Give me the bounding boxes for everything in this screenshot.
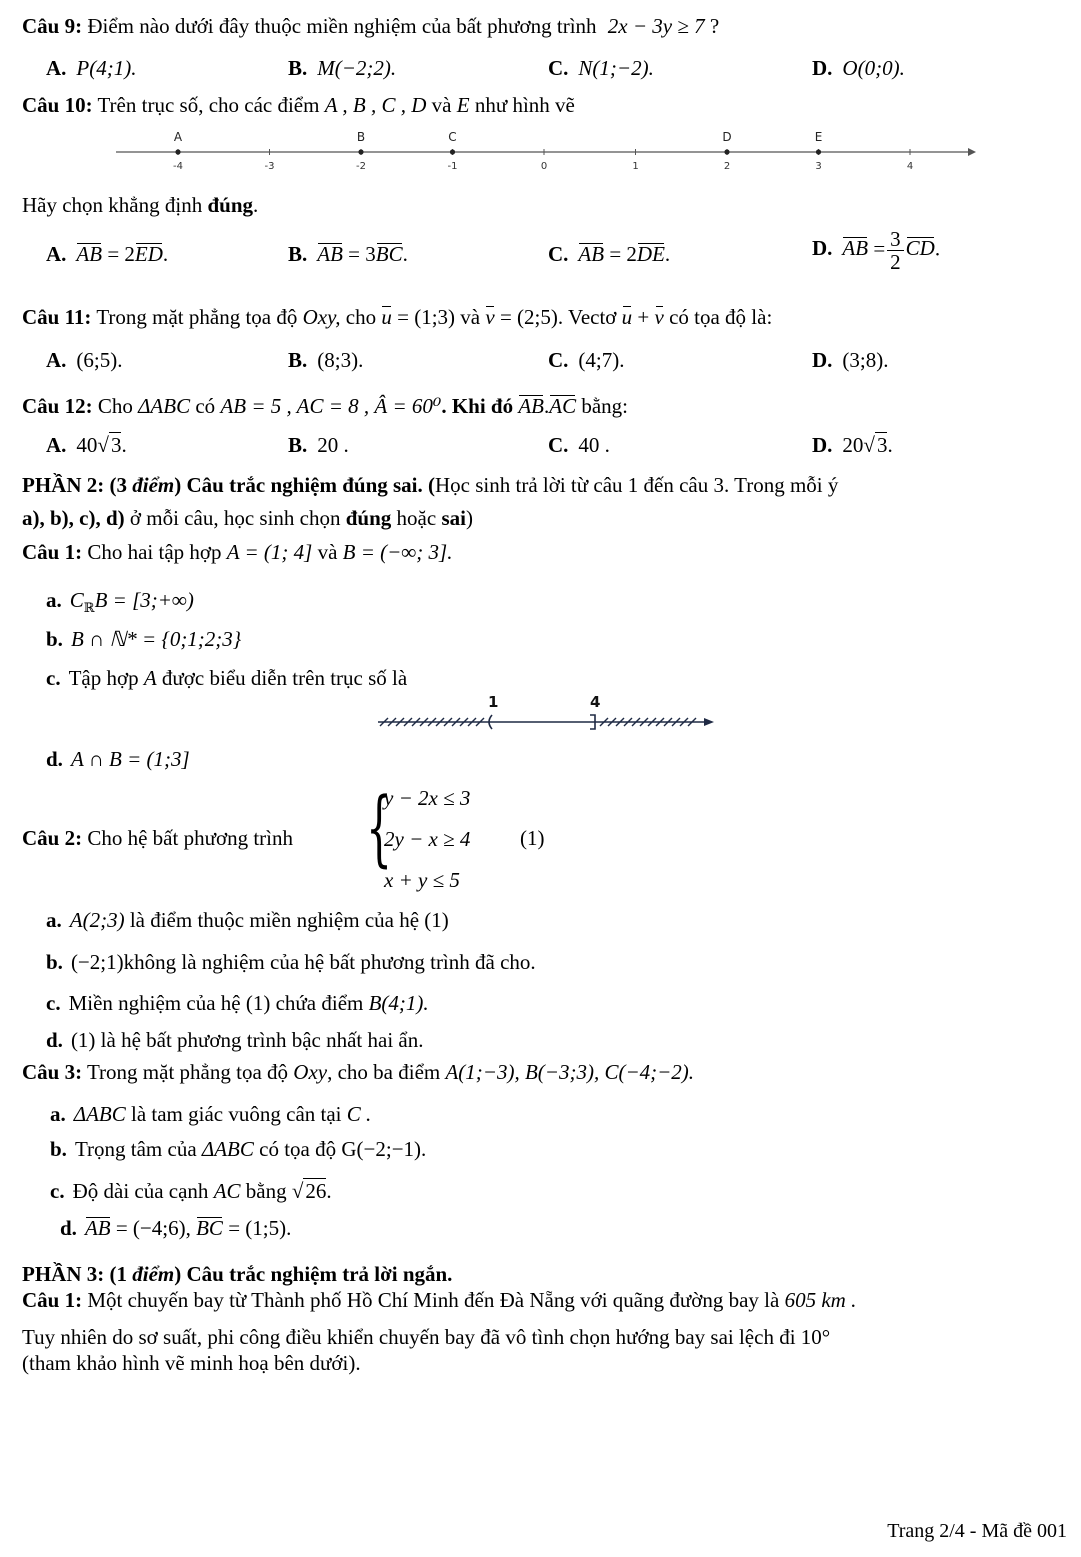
system-row: x + y ≤ 5 bbox=[384, 868, 460, 892]
vector-v: v bbox=[654, 305, 664, 329]
q12-triangle: ΔABC bbox=[138, 394, 191, 418]
p3q1-angle: 10° bbox=[800, 1325, 831, 1349]
item-math: AC bbox=[213, 1179, 241, 1203]
vector: BC bbox=[375, 242, 403, 266]
q10-stem bbox=[22, 93, 575, 118]
q11-plus: + bbox=[637, 305, 650, 329]
sqrt-radicand: 26 bbox=[305, 1179, 327, 1203]
p3q1-line2 bbox=[22, 1325, 830, 1350]
sqrt-radicand: 3 bbox=[110, 433, 122, 457]
point-c-label: C bbox=[448, 130, 457, 144]
option-end: . bbox=[664, 242, 671, 266]
q10-option-c bbox=[548, 242, 670, 267]
q9-qmark: ? bbox=[709, 14, 720, 38]
tick-label: 1 bbox=[632, 161, 639, 172]
point-c-marker bbox=[450, 149, 455, 154]
q9-stem bbox=[22, 14, 719, 39]
q10-text: Trên trục số, cho các điểm bbox=[97, 93, 320, 117]
p2q2-item-a bbox=[46, 908, 449, 933]
item-text: là điểm thuộc miền nghiệm của hệ (1) bbox=[129, 908, 449, 932]
q10-prompt-bold: đúng bbox=[207, 193, 254, 217]
p2q3-item-a bbox=[50, 1102, 371, 1127]
p2q1-stem bbox=[22, 540, 452, 565]
tick-label: -4 bbox=[173, 161, 183, 172]
point-b-label: B bbox=[356, 130, 366, 144]
option-end: . bbox=[402, 242, 408, 266]
p2q3-item-b bbox=[50, 1137, 426, 1162]
vector: ED bbox=[134, 242, 163, 266]
option-end: . bbox=[121, 433, 127, 457]
fraction-denominator: 2 bbox=[890, 250, 901, 275]
p2q3-text: Trong mặt phẳng tọa độ bbox=[86, 1060, 289, 1084]
point-a-label: A bbox=[173, 130, 183, 144]
q11-stem bbox=[22, 305, 772, 330]
vector-v: v bbox=[485, 305, 495, 329]
p2q3-text-b: , cho ba điểm bbox=[327, 1060, 441, 1084]
q9-option-c bbox=[548, 56, 654, 81]
tick-label: 0 bbox=[540, 161, 548, 172]
vector-bc: BC bbox=[196, 1216, 223, 1240]
p3q1-line1 bbox=[22, 1288, 856, 1313]
item-math-c: C . bbox=[346, 1102, 372, 1126]
option-label: B. bbox=[288, 348, 308, 372]
p2q3-label: Câu 3: bbox=[22, 1060, 83, 1084]
q11-text-b: cho bbox=[345, 305, 377, 329]
q12-option-d: D. 20√3. bbox=[812, 433, 893, 457]
part2-true: đúng bbox=[345, 506, 392, 530]
q12-option-c bbox=[548, 433, 610, 458]
vector-ab: AB bbox=[84, 1216, 111, 1240]
q12-text-c: . Khi đó bbox=[441, 394, 514, 418]
tick-label: 4 bbox=[906, 161, 914, 172]
part2-title-b: ) Câu trắc nghiệm đúng sai. ( bbox=[174, 473, 436, 497]
item-label: d. bbox=[46, 1028, 63, 1052]
vector: AB bbox=[76, 242, 103, 266]
set-a-number-line bbox=[378, 690, 718, 738]
q9-option-b bbox=[288, 56, 396, 81]
point-a-marker bbox=[175, 149, 180, 154]
q9-expr: 2x − 3y ≥ 7 bbox=[607, 14, 705, 38]
item-label: d. bbox=[60, 1216, 77, 1240]
q10-label: Câu 10: bbox=[22, 93, 93, 117]
item-text: B ∩ ℕ* = {0;1;2;3} bbox=[70, 627, 242, 651]
option-label: D. bbox=[812, 56, 833, 80]
item-text: Tập hợp bbox=[68, 666, 139, 690]
p2q1-and: và bbox=[317, 540, 338, 564]
item-text-c: có tọa độ G(−2;−1). bbox=[259, 1137, 427, 1161]
item-label: b. bbox=[46, 627, 63, 651]
option-label: D. bbox=[812, 236, 833, 261]
vector-ab: AB bbox=[518, 394, 544, 418]
option-end: . bbox=[934, 236, 941, 261]
q11-option-d bbox=[812, 348, 889, 373]
item-text-rest: B = [3;+∞) bbox=[94, 588, 194, 612]
part2-instructions bbox=[22, 506, 473, 531]
q10-option-b bbox=[288, 242, 408, 267]
q10-prompt-text: Hãy chọn khẳng định bbox=[22, 193, 203, 217]
vector: AB bbox=[842, 236, 869, 261]
p2q2-item-d bbox=[46, 1028, 423, 1053]
option-end: . bbox=[162, 242, 169, 266]
p2q1-item-d bbox=[46, 747, 190, 772]
q11-text: Trong mặt phẳng tọa độ bbox=[96, 305, 298, 329]
q10-prompt bbox=[22, 193, 258, 218]
vector: DE bbox=[636, 242, 665, 266]
item-label: c. bbox=[46, 666, 61, 690]
option-text: 40 bbox=[76, 433, 98, 457]
p3q1-text-2: Tuy nhiên do sơ suất, phi công điều khiển chuyến bay đã vô tình chọn hướng bay sai lệch đi bbox=[22, 1325, 796, 1349]
item-label: a. bbox=[50, 1102, 66, 1126]
vector: AB bbox=[317, 242, 343, 266]
option-coef: = 2 bbox=[609, 242, 637, 266]
vector-ac: AC bbox=[549, 394, 577, 418]
vector: CD bbox=[905, 236, 935, 261]
p3q1-label: Câu 1: bbox=[22, 1288, 83, 1312]
p3q1-text: Một chuyến bay từ Thành phố Hồ Chí Minh đến Đà Nẵng với quãng đường bay là bbox=[87, 1288, 780, 1312]
point-e-label: E bbox=[814, 130, 823, 144]
q11-u-value: = (1;3) bbox=[397, 305, 456, 329]
p3q1-line3: (tham khảo hình vẽ minh hoạ bên dưới). bbox=[22, 1351, 361, 1375]
point-d-label: D bbox=[722, 130, 732, 144]
item-math: ΔABC bbox=[73, 1102, 126, 1126]
q10-text-end: như hình vẽ bbox=[474, 93, 575, 117]
item-label: a. bbox=[46, 588, 62, 612]
item-label: b. bbox=[46, 950, 63, 974]
item-label: c. bbox=[50, 1179, 65, 1203]
option-text: (8;3). bbox=[317, 348, 364, 372]
q10-number-line bbox=[110, 126, 980, 178]
option-label: C. bbox=[548, 433, 569, 457]
option-label: A. bbox=[46, 56, 67, 80]
q12-given: AB = 5 , AC = 8 , bbox=[220, 394, 370, 418]
part2-or: hoặc bbox=[396, 506, 437, 530]
q12-angle: Â = 60⁰ bbox=[374, 394, 442, 418]
part2-title-c: Học sinh trả lời từ câu 1 đến câu 3. Trong mỗi ý bbox=[435, 473, 839, 497]
option-coef: = 3 bbox=[348, 242, 376, 266]
q11-option-a bbox=[46, 348, 123, 373]
page-footer: Trang 2/4 - Mã đề 001 bbox=[887, 1520, 1067, 1542]
q11-v-value: = (2;5). bbox=[499, 305, 564, 329]
option-coef: = bbox=[873, 236, 886, 261]
item-text: là tam giác vuông cân tại bbox=[131, 1102, 342, 1126]
axis-label-1: 1 bbox=[488, 693, 499, 711]
p3q1-distance: 605 km . bbox=[784, 1288, 857, 1312]
q9-option-d bbox=[812, 56, 905, 81]
q11-oxy: Oxy, bbox=[302, 305, 341, 329]
option-text: (6;5). bbox=[76, 348, 123, 372]
q9-option-a bbox=[46, 56, 136, 81]
part3-title bbox=[22, 1262, 452, 1287]
item-value: = (1;5). bbox=[228, 1216, 292, 1240]
item-math: (−2;1) bbox=[70, 950, 124, 974]
option-text: (4;7). bbox=[578, 348, 625, 372]
q12-dot: . bbox=[544, 394, 550, 418]
item-text: Miền nghiệm của hệ (1) chứa điểm bbox=[68, 991, 364, 1015]
option-label: B. bbox=[288, 242, 308, 266]
part2-title-a: PHẦN 2: (3 bbox=[22, 473, 127, 497]
tick-label: -2 bbox=[356, 161, 366, 172]
part2-end: ) bbox=[465, 506, 473, 530]
item-label: b. bbox=[50, 1137, 67, 1161]
option-label: C. bbox=[548, 348, 569, 372]
item-label: c. bbox=[46, 991, 61, 1015]
item-text: Trọng tâm của bbox=[74, 1137, 197, 1161]
p2q1-item-a bbox=[46, 588, 194, 616]
system-row: 2y − x ≥ 4 bbox=[384, 827, 471, 851]
vector-u: u bbox=[621, 305, 633, 329]
fraction bbox=[887, 228, 904, 273]
p2q1-item-b bbox=[46, 627, 241, 652]
item-math: ΔABC bbox=[201, 1137, 254, 1161]
q12-option-a: A. 40√3. bbox=[46, 433, 127, 457]
item-text: A ∩ B = (1;3] bbox=[70, 747, 190, 771]
p2q3-item-d bbox=[60, 1216, 291, 1241]
tick-label: -3 bbox=[264, 161, 275, 172]
q10-and: và bbox=[431, 93, 452, 117]
option-label: A. bbox=[46, 433, 67, 457]
part3-title-a: PHẦN 3: (1 bbox=[22, 1262, 127, 1286]
part2-items: a), b), c), d) bbox=[22, 506, 125, 530]
point-b-marker bbox=[358, 149, 363, 154]
q12-stem bbox=[22, 394, 628, 419]
p2q2-item-b bbox=[46, 950, 536, 975]
axis-label-4: 4 bbox=[590, 693, 601, 711]
p2q3-item-c: c. Độ dài của cạnh AC bằng √26. bbox=[50, 1179, 332, 1203]
tick-label: 3 bbox=[815, 161, 822, 172]
q12-text-b: có bbox=[195, 394, 216, 418]
p2q1-label: Câu 1: bbox=[22, 540, 83, 564]
q11-option-c bbox=[548, 348, 625, 373]
part2-false: sai bbox=[441, 506, 466, 530]
item-text: (1) là hệ bất phương trình bậc nhất hai ẩn. bbox=[70, 1028, 424, 1052]
q12-option-b bbox=[288, 433, 349, 458]
q9-text: Điểm nào dưới đây thuộc miền nghiệm của bất phương trình bbox=[87, 14, 597, 38]
system-brace: { bbox=[366, 781, 393, 876]
item-end: . bbox=[326, 1179, 332, 1203]
q10-option-d bbox=[812, 228, 940, 273]
q11-and: và bbox=[460, 305, 481, 329]
q11-option-b bbox=[288, 348, 363, 373]
p2q2-label: Câu 2: bbox=[22, 826, 83, 850]
option-label: A. bbox=[46, 242, 67, 266]
tick-label: -1 bbox=[447, 161, 458, 172]
option-text: 40 . bbox=[578, 433, 610, 457]
option-label: D. bbox=[812, 348, 833, 372]
q12-text-d: bằng: bbox=[581, 394, 628, 418]
axis-arrow bbox=[704, 718, 714, 726]
p2q1-item-c bbox=[46, 666, 407, 691]
point-d-marker bbox=[724, 149, 729, 154]
p2q1-set-a: A = (1; 4] bbox=[226, 540, 313, 564]
q10-e: E bbox=[456, 93, 470, 117]
q10-points: A , B , C , D bbox=[324, 93, 427, 117]
item-text: không là nghiệm của hệ bất phương trình đã cho. bbox=[123, 950, 536, 974]
vector-u: u bbox=[381, 305, 392, 329]
p2q1-text: Cho hai tập hợp bbox=[87, 540, 222, 564]
option-text: (3;8). bbox=[842, 348, 889, 372]
option-label: C. bbox=[548, 242, 569, 266]
part2-text: ở mỗi câu, học sinh chọn bbox=[129, 506, 341, 530]
system-tag: (1) bbox=[520, 826, 545, 850]
q12-text: Cho bbox=[97, 394, 133, 418]
option-text: O(0;0). bbox=[842, 56, 905, 80]
part3-title-b: ) Câu trắc nghiệm trả lời ngắn. bbox=[174, 1262, 453, 1286]
q10-option-a bbox=[46, 242, 168, 267]
item-text-b: được biểu diễn trên trục số là bbox=[161, 666, 408, 690]
option-label: D. bbox=[812, 433, 833, 457]
p2q3-stem bbox=[22, 1060, 694, 1085]
item-value: = (−4;6), bbox=[115, 1216, 191, 1240]
vector: AB bbox=[578, 242, 605, 266]
q11-text-d: có tọa độ là: bbox=[669, 305, 773, 329]
p2q2-stem bbox=[22, 826, 293, 851]
p2q2-item-c bbox=[46, 991, 429, 1016]
inequality-system bbox=[384, 786, 470, 909]
p2q3-points: A(1;−3), B(−3;3), C(−4;−2). bbox=[445, 1060, 695, 1084]
option-label: A. bbox=[46, 348, 67, 372]
option-coef: = 2 bbox=[107, 242, 135, 266]
q9-label: Câu 9: bbox=[22, 14, 83, 38]
item-sub: ℝ bbox=[83, 600, 95, 616]
q10-prompt-end: . bbox=[253, 193, 259, 217]
q11-text-c: Vectơ bbox=[567, 305, 617, 329]
tick-label: 2 bbox=[723, 161, 731, 172]
part3-title-italic: điểm bbox=[132, 1262, 175, 1286]
p2q2-text: Cho hệ bất phương trình bbox=[87, 826, 293, 850]
option-text: N(1;−2). bbox=[578, 56, 654, 80]
option-text: 20 . bbox=[317, 433, 349, 457]
option-end: . bbox=[887, 433, 893, 457]
item-text-c: bằng bbox=[245, 1179, 287, 1203]
sqrt-radicand: 3 bbox=[876, 433, 888, 457]
part2-title bbox=[22, 473, 838, 498]
q12-label: Câu 12: bbox=[22, 394, 93, 418]
part2-title-italic: điểm bbox=[132, 473, 175, 497]
option-label: B. bbox=[288, 433, 308, 457]
option-text: P(4;1). bbox=[76, 56, 137, 80]
item-text: Độ dài của cạnh bbox=[72, 1179, 209, 1203]
item-label: d. bbox=[46, 747, 63, 771]
point-e-marker bbox=[816, 149, 821, 154]
option-label: B. bbox=[288, 56, 308, 80]
p2q1-set-b: B = (−∞; 3]. bbox=[342, 540, 453, 564]
q11-label: Câu 11: bbox=[22, 305, 92, 329]
item-math: A(2;3) bbox=[69, 908, 125, 932]
item-math: B(4;1). bbox=[368, 991, 429, 1015]
item-label: a. bbox=[46, 908, 62, 932]
item-var: A bbox=[143, 666, 157, 690]
fraction-numerator: 3 bbox=[887, 228, 904, 251]
system-row: y − 2x ≤ 3 bbox=[384, 786, 471, 810]
item-text: C bbox=[69, 588, 84, 612]
option-label: C. bbox=[548, 56, 569, 80]
p2q3-oxy: Oxy bbox=[293, 1060, 328, 1084]
option-text: M(−2;2). bbox=[317, 56, 397, 80]
axis-arrow bbox=[968, 148, 976, 156]
option-text: 20 bbox=[842, 433, 864, 457]
